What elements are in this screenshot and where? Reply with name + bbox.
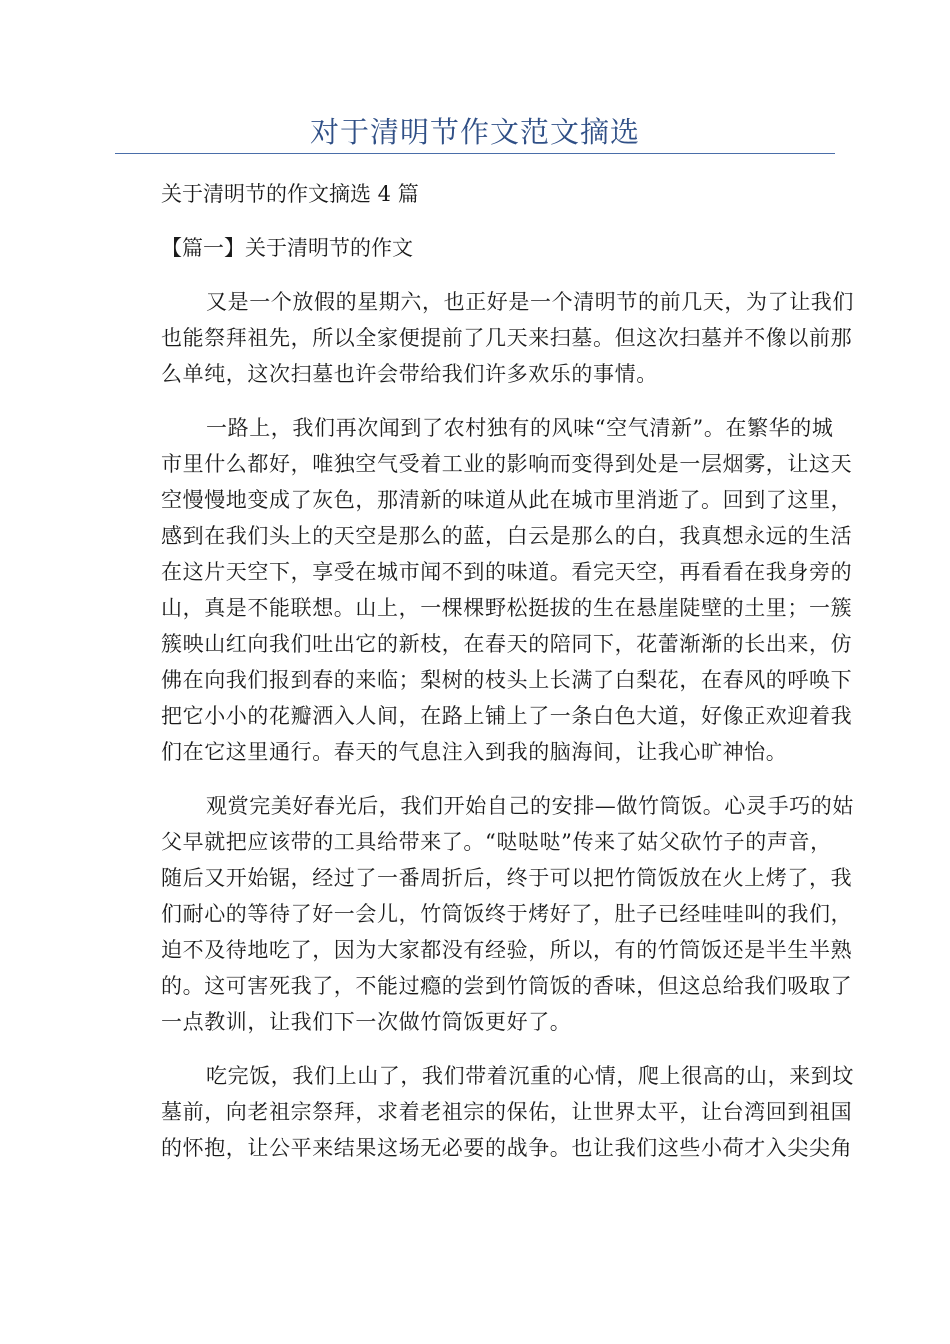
title-underline [115,153,835,154]
paragraph-line: 父早就把应该带的工具给带来了。“哒哒哒”传来了姑父砍竹子的声音， [161,830,832,854]
paragraph-line: 观赏完美好春光后，我们开始自己的安排—做竹筒饭。心灵手巧的姑 [206,794,854,818]
paragraph-line: 一路上，我们再次闻到了农村独有的风味“空气清新”。在繁华的城 [206,416,834,440]
paragraph [116,284,854,392]
paragraph-line: 墓前，向老祖宗祭拜，求着老祖宗的保佑，让世界太平，让台湾回到祖国 [161,1100,853,1124]
paragraph-line: 簇映山红向我们吐出它的新枝，在春天的陪同下，花蕾渐渐的长出来，仿 [161,632,853,656]
paragraph-line: 的怀抱，让公平来结果这场无必要的战争。也让我们这些小荷才入尖尖角 [161,1136,853,1160]
paragraph-line: 随后又开始锯，经过了一番周折后，终于可以把竹筒饭放在火上烤了，我 [161,866,853,890]
paragraph-line: 市里什么都好，唯独空气受着工业的影响而变得到处是一层烟雾，让这天 [161,452,853,476]
paragraph-line: 一点教训，让我们下一次做竹筒饭更好了。 [161,1010,572,1034]
paragraph-line: 把它小小的花瓣洒入人间，在路上铺上了一条白色大道，好像正欢迎着我 [161,704,853,728]
paragraph-line: 也能祭拜祖先，所以全家便提前了几天来扫墓。但这次扫墓并不像以前那 [161,326,853,350]
subtitle: 关于清明节的作文摘选 4 篇 [161,182,419,206]
document-body [116,176,854,1166]
paragraph-line: 吃完饭，我们上山了，我们带着沉重的心情，爬上很高的山，来到坟 [206,1064,854,1088]
paragraph-line: 感到在我们头上的天空是那么的蓝，白云是那么的白，我真想永远的生活 [161,524,853,548]
paragraph [116,410,853,770]
paragraph-line: 的。这可害死我了，不能过瘾的尝到竹筒饭的香味，但这总给我们吸取了 [161,974,853,998]
paragraph-line: 们耐心的等待了好一会儿，竹筒饭终于烤好了，肚子已经哇哇叫的我们， [161,902,853,926]
paragraph-line: 在这片天空下，享受在城市闻不到的味道。看完天空，再看看在我身旁的 [161,560,853,584]
paragraph-line: 空慢慢地变成了灰色，那清新的味道从此在城市里消逝了。回到了这里， [161,488,853,512]
paragraph-line: 迫不及待地吃了，因为大家都没有经验，所以，有的竹筒饭还是半生半熟 [161,938,853,962]
paragraph [116,1058,854,1166]
paragraph-line: 么单纯，这次扫墓也许会带给我们许多欢乐的事情。 [161,362,658,386]
section-heading: 【篇一】关于清明节的作文 [161,236,413,260]
paragraph-line: 又是一个放假的星期六，也正好是一个清明节的前几天，为了让我们 [206,290,854,314]
paragraph-line: 山，真是不能联想。山上，一棵棵野松挺拔的生在悬崖陡壁的土里；一簇 [161,596,853,620]
paragraph-line: 们在它这里通行。春天的气息注入到我的脑海间，让我心旷神怡。 [161,740,788,764]
paragraph-line: 佛在向我们报到春的来临；梨树的枝头上长满了白梨花，在春风的呼唤下 [161,668,853,692]
paragraph [116,788,854,1040]
page-title: 对于清明节作文范文摘选 [309,115,640,149]
